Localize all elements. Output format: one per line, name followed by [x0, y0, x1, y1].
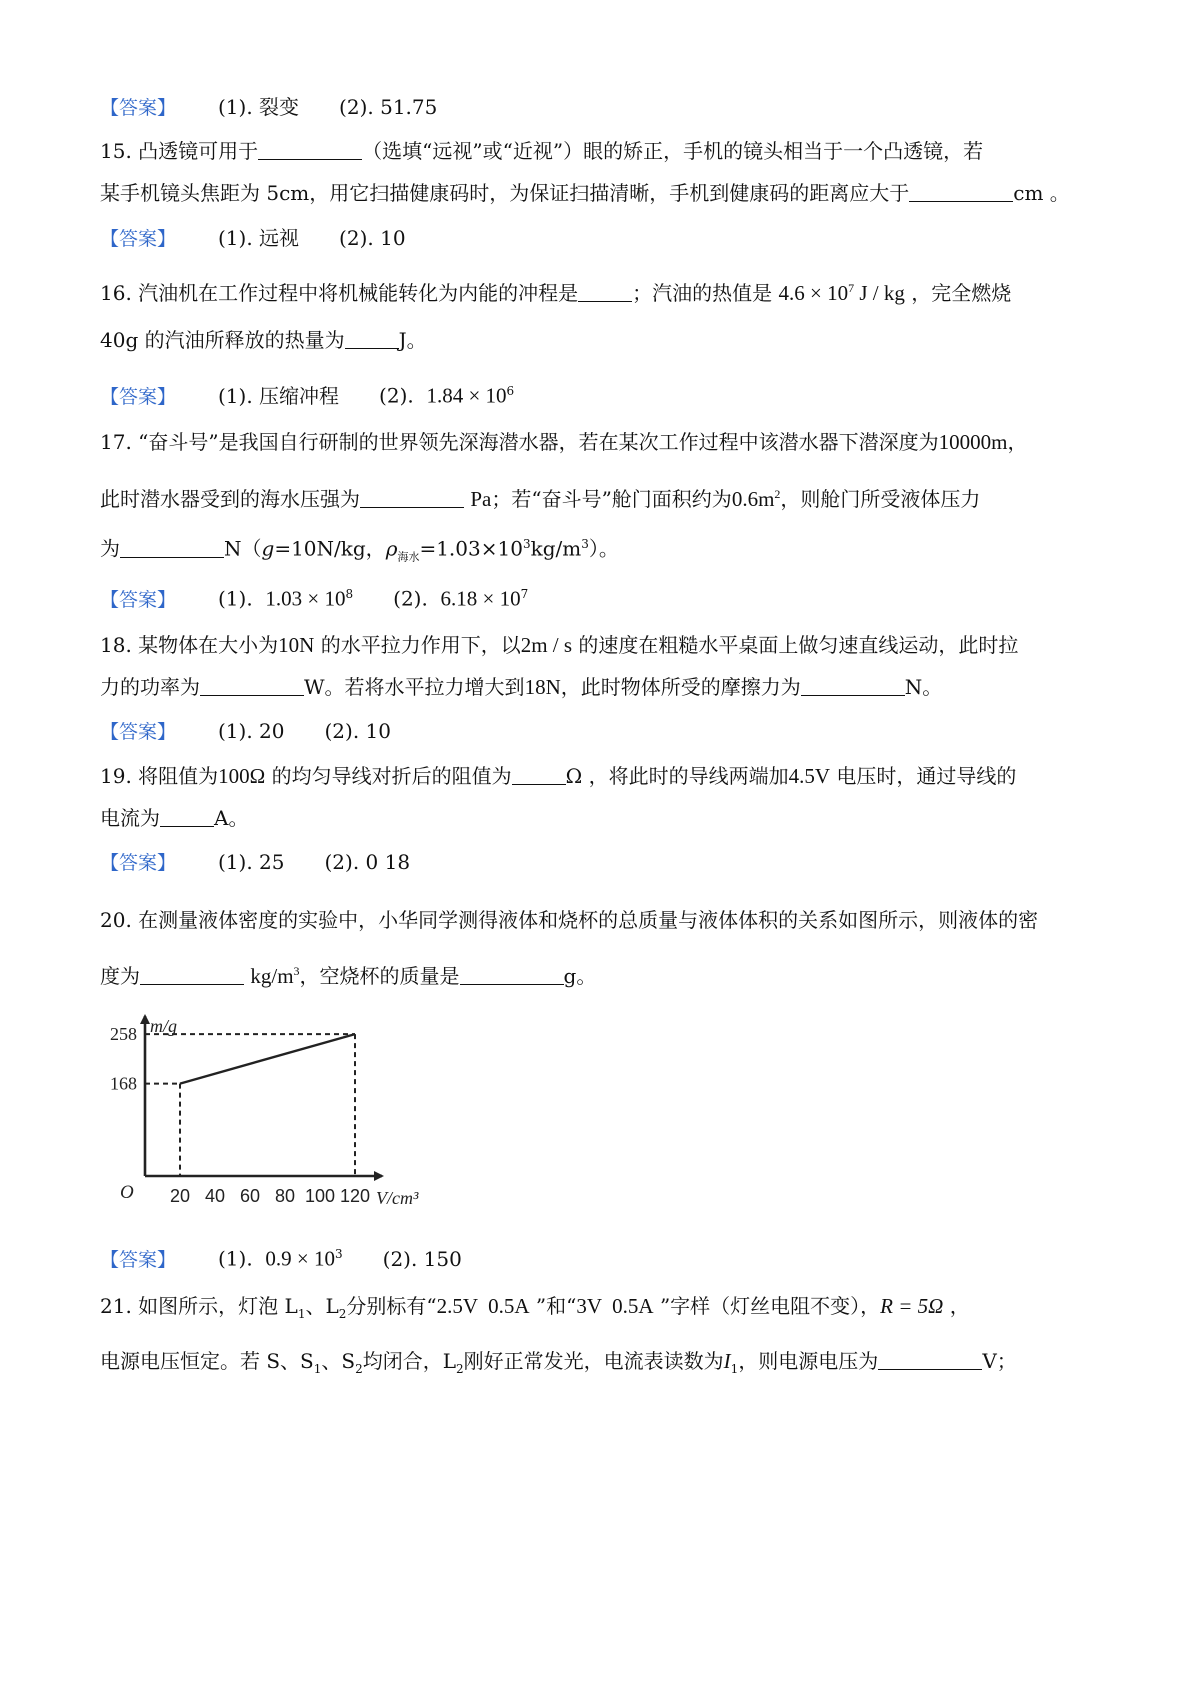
q15-line-1	[100, 137, 983, 165]
answer-tag: 【答案】	[100, 385, 177, 408]
answer-blank	[258, 141, 362, 160]
q16-text: ；汽油的热值是	[632, 281, 773, 305]
q21-line-2: 电源电压恒定。若 S、$S_1$、$S_2$均闭合，$L_2$刚好正常发光，电流表读数为$I_1$，则电源电压为 V；	[100, 1349, 1017, 1376]
q20-text: 20. 在测量液体密度的实验中，小华同学测得液体和烧杯的总质量与液体体积的关系如图所示，则液体的密	[100, 908, 1039, 932]
q19-answer-2: (2). 0 18	[324, 850, 411, 874]
q21-text: ，	[949, 1294, 970, 1318]
answer-tag: 【答案】	[100, 1248, 177, 1271]
q15-answer	[100, 224, 406, 253]
q21-text: 、S	[321, 1349, 356, 1373]
q21-line-1: 21. 如图所示，灯泡 $L_1$、$L_2$分别标有“2.5V 0.5A ”和“3V 0.5A ”字样（灯丝电阻不变），R = 5Ω ，	[100, 1294, 970, 1321]
x-tick-100: 100	[304, 1186, 336, 1206]
q18-text: 的水平拉力作用下，以	[320, 633, 521, 657]
answer-blank	[460, 966, 564, 985]
resistor-value: R = 5Ω	[880, 1294, 944, 1318]
q20-line-1	[100, 906, 1038, 934]
q21-text: 均闭合，L	[362, 1349, 457, 1373]
answer-blank	[909, 183, 1013, 202]
q18-text: W。若将水平拉力增大到	[304, 675, 525, 699]
x-tick-120: 120	[339, 1186, 371, 1206]
q18-line-2	[100, 673, 942, 701]
force-value: 18N	[524, 675, 561, 699]
q17-text: 17. “奋斗号”是我国自行研制的世界领先深海潜水器，若在某次工作过程中该潜水器下潜深度为	[100, 430, 939, 454]
depth-value: 10000m	[938, 430, 1008, 454]
q17-answer-1: (1). $1.03 \times 10^8$	[218, 586, 354, 611]
answer-blank	[140, 966, 244, 985]
q21-text: 刚好正常发光，电流表读数为	[463, 1349, 724, 1373]
answer-blank	[512, 766, 566, 785]
current-symbol: I	[723, 1349, 731, 1373]
q21-text: 分别标有“	[346, 1294, 437, 1318]
answer-blank	[345, 330, 399, 349]
q18-text: 的速度在粗糙水平桌面上做匀速直线运动，此时拉	[578, 633, 1019, 657]
q19-text: 19. 将阻值为	[100, 764, 219, 788]
q19-text: Ω ，将此时的导线两端加	[565, 764, 789, 788]
q17-line-2	[100, 480, 980, 513]
answer-blank	[200, 677, 304, 696]
q20-answer-2: (2). 150	[382, 1246, 462, 1271]
q17-line-1	[100, 428, 1027, 456]
pressure-unit: Pa	[470, 487, 492, 511]
q19-text: 的均匀导线对折后的阻值为	[271, 764, 512, 788]
q21-text: ，则电源电压为	[738, 1349, 879, 1373]
y-axis-label: m/g	[150, 1016, 177, 1036]
q21-text: ”字样（灯丝电阻不变），	[659, 1294, 881, 1318]
q14-answer-2: (2). 51.75	[339, 95, 438, 119]
answer-tag: 【答案】	[100, 97, 177, 119]
q17-line-3: 为 N（g=10N/kg，$\rho_{海水}=1.03\times 10^3kg/m^3$）。	[100, 536, 619, 564]
q17-text: ，则舱门所受液体压力	[780, 487, 981, 511]
lamp-rating-2: 3V 0.5A	[576, 1294, 654, 1318]
x-tick-labels	[170, 1186, 370, 1206]
q16-answer	[100, 377, 514, 411]
y-tick-168: 168	[110, 1073, 137, 1094]
q15-line-2	[100, 179, 1070, 207]
q15-answer-1: (1). 远视	[218, 226, 300, 250]
speed-value: 2m / s	[520, 633, 573, 657]
y-tick-labels	[110, 1024, 137, 1094]
answer-blank	[801, 677, 905, 696]
answer-tag: 【答案】	[100, 588, 177, 611]
q20-answer	[100, 1240, 462, 1274]
x-tick-60: 60	[239, 1186, 261, 1206]
area-value: $0.6m^2$	[731, 487, 781, 511]
answer-tag: 【答案】	[100, 228, 177, 250]
mass-volume-graph	[100, 1008, 440, 1218]
q18-answer-2: (2). 10	[324, 719, 391, 743]
q19-answer-1: (1). 25	[218, 850, 285, 874]
q17-text: 为	[100, 536, 120, 561]
q16-text: 40g 的汽油所释放的热量为	[100, 328, 345, 352]
gravity-symbol: g	[261, 536, 275, 561]
series-line	[180, 1034, 355, 1084]
x-tick-40: 40	[204, 1186, 226, 1206]
q15-text: 15. 凸透镜可用于	[100, 139, 259, 163]
dashed-guides	[145, 1034, 355, 1176]
x-tick-20: 20	[169, 1186, 191, 1206]
q21-text: 电源电压恒定。若 S、S	[100, 1349, 314, 1373]
q16-line-1	[100, 274, 1011, 307]
density-subscript: 海水	[397, 550, 420, 564]
q15-text: cm 。	[1013, 181, 1070, 205]
q20-text: ，空烧杯的质量是	[299, 964, 460, 988]
q15-text: 某手机镜头焦距为 5cm，用它扫描健康码时，为保证扫描清晰，手机到健康码的距离应大于	[100, 181, 910, 205]
q19-text: 电流为	[100, 806, 160, 830]
q17-answer	[100, 580, 528, 614]
q17-text: =1.03×10	[419, 536, 523, 561]
q16-answer-1: (1). 压缩冲程	[218, 383, 340, 408]
q21-text: 21. 如图所示，灯泡 L	[100, 1294, 298, 1318]
q16-text: 16. 汽油机在工作过程中将机械能转化为内能的冲程是	[100, 281, 579, 305]
q14-answer-1: (1). 裂变	[218, 95, 300, 119]
q17-text: ；若“奋斗号”舱门面积约为	[491, 487, 732, 511]
q19-line-2	[100, 804, 248, 832]
q15-text: （选填“远视”或“近视”）眼的矫正，手机的镜头相当于一个凸透镜，若	[362, 139, 984, 163]
q21-text: V；	[982, 1349, 1017, 1373]
q18-line-1	[100, 631, 1018, 659]
q16-text: ，完全燃烧	[911, 281, 1012, 305]
origin-label: O	[120, 1182, 134, 1203]
y-tick-258: 258	[110, 1024, 137, 1045]
q18-text: N。	[904, 675, 943, 699]
q17-text: kg/m	[530, 536, 582, 561]
heat-value: $4.6 \times 10^7$ J / kg	[778, 281, 905, 305]
q20-answer-1: (1). $0.9 \times 10^3$	[218, 1246, 343, 1271]
answer-blank	[120, 539, 224, 558]
q16-answer-2: (2). $1.84 \times 10^6$	[379, 383, 515, 408]
q18-answer-1: (1). 20	[218, 719, 285, 743]
q19-text: 电压时，通过导线的	[836, 764, 1017, 788]
x-axis-label: V/cm³	[376, 1188, 419, 1208]
answer-tag: 【答案】	[100, 852, 177, 874]
q21-text: 、L	[305, 1294, 339, 1318]
q17-text: 此时潜水器受到的海水压强为	[100, 487, 360, 511]
answer-blank	[160, 808, 214, 827]
resistance-value: 100Ω	[218, 764, 266, 788]
answer-blank	[878, 1351, 982, 1370]
q17-text: =10N/kg，	[274, 536, 386, 561]
answer-tag: 【答案】	[100, 721, 177, 743]
q19-answer	[100, 848, 410, 877]
q17-text: ，	[1007, 430, 1028, 454]
voltage-value: 4.5V	[788, 764, 831, 788]
lamp-rating-1: 2.5V 0.5A	[436, 1294, 530, 1318]
force-value: 10N	[278, 633, 315, 657]
q16-line-2	[100, 326, 427, 354]
q18-text: 力的功率为	[100, 675, 200, 699]
q20-line-2	[100, 957, 596, 990]
q18-text: 18. 某物体在大小为	[100, 633, 279, 657]
x-tick-80: 80	[274, 1186, 296, 1206]
answer-blank	[578, 283, 632, 302]
q18-answer	[100, 717, 391, 746]
answer-blank	[360, 489, 464, 508]
q21-text: ”和“	[535, 1294, 577, 1318]
q15-answer-2: (2). 10	[339, 226, 406, 250]
q16-text: J。	[398, 328, 427, 352]
density-symbol: ρ	[385, 536, 398, 561]
density-unit: $kg/m^3$	[250, 964, 300, 988]
q20-text: 度为	[100, 964, 140, 988]
q17-answer-2: (2). $6.18 \times 10^7$	[393, 586, 529, 611]
q20-text: g。	[563, 964, 597, 988]
q18-text: ，此时物体所受的摩擦力为	[560, 675, 801, 699]
q19-line-1	[100, 762, 1016, 790]
q14-answer	[100, 93, 437, 122]
q17-text: N（	[224, 536, 262, 561]
q19-text: A。	[214, 806, 249, 830]
q17-text: ）。	[588, 536, 619, 561]
